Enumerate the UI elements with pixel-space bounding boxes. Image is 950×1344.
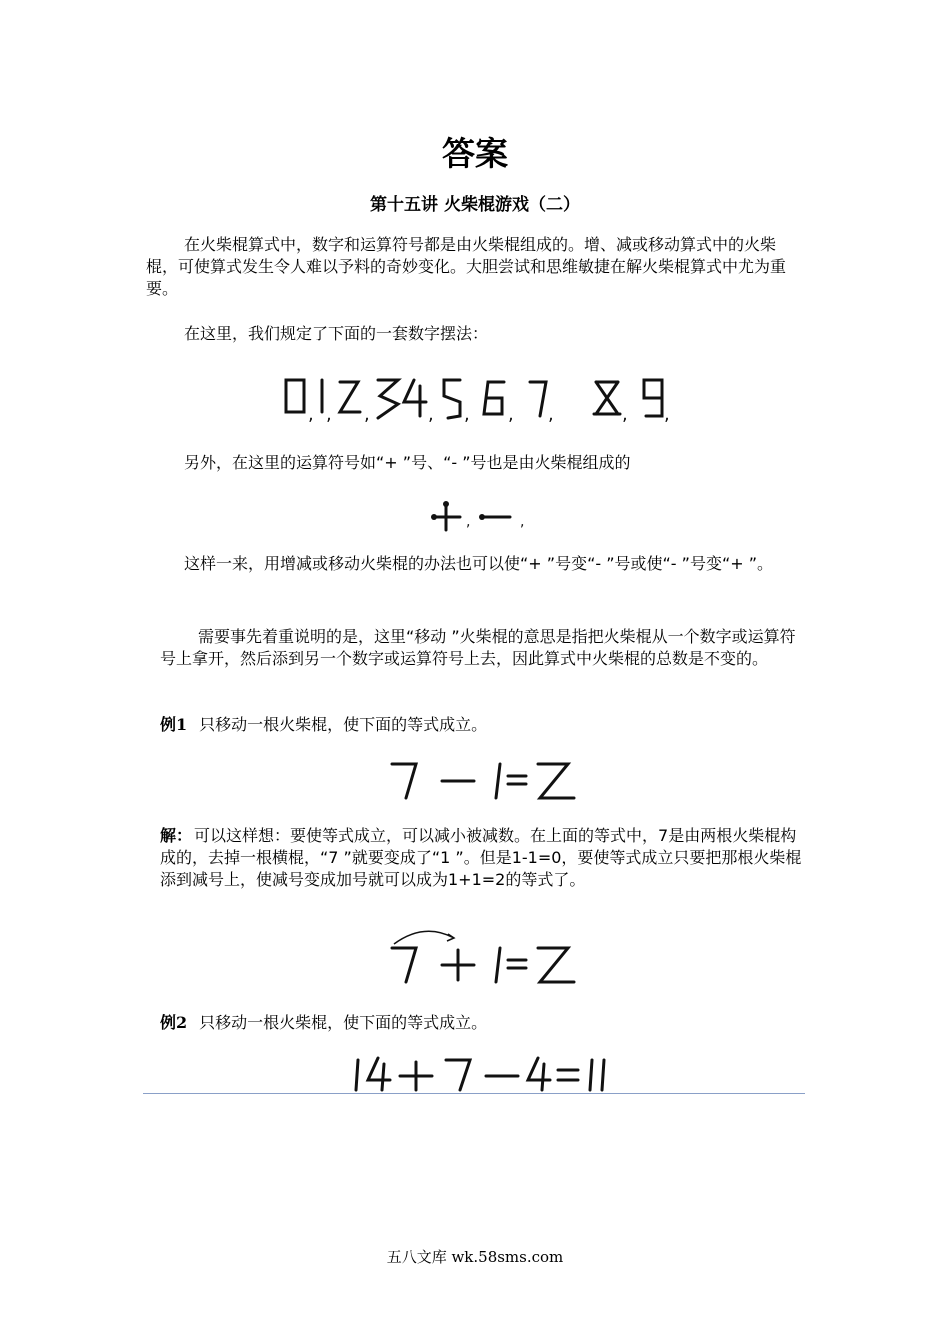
- minus-sign: [479, 514, 510, 520]
- comma: ,: [308, 404, 314, 425]
- comma: ,: [622, 404, 628, 425]
- digit-1: [496, 948, 500, 982]
- comma: ,: [548, 404, 554, 425]
- digits-intro-paragraph: 在这里，我们规定了下面的一套数字摆法：: [184, 324, 489, 343]
- digit-2: [340, 382, 360, 412]
- plus-sign: [442, 950, 474, 980]
- equals-sign: [508, 776, 526, 784]
- digit-5: [444, 380, 460, 418]
- example-2-text: 只移动一根火柴棍，使下面的等式成立。: [199, 1013, 488, 1032]
- comma: ,: [664, 404, 670, 425]
- footer-watermark: 五八文库 wk.58sms.com: [386, 1248, 564, 1266]
- digit-7: [392, 948, 416, 982]
- digit-1: [496, 764, 500, 798]
- digit-4: [404, 380, 426, 416]
- digit-2: [538, 764, 574, 798]
- digit-8: [594, 382, 620, 414]
- digit-6: [484, 382, 504, 414]
- comma: ,: [466, 514, 471, 530]
- equals-sign: [508, 960, 526, 968]
- plus-sign: [400, 1062, 432, 1090]
- comma: ,: [326, 404, 332, 425]
- example-1-text: 只移动一根火柴棍，使下面的等式成立。: [199, 715, 488, 734]
- solution-equation: [384, 928, 584, 988]
- solution: [160, 825, 810, 891]
- solution-text: 可以这样想：要使等式成立，可以减小被减数。在上面的等式中，7是由两根火柴棍构成的，去掉一根横棍，“7 ”就要变成了“1 ”。但是1-1=0，要使等式成立只要把那根火柴棍添到减号上，使减号变成加号就可以成为1+1=2的等式了。: [160, 826, 802, 889]
- digit-7: [446, 1060, 470, 1090]
- example-2-equation: [346, 1050, 616, 1096]
- comma: ,: [464, 404, 470, 425]
- digit-2: [538, 948, 574, 982]
- comma: ,: [428, 404, 434, 425]
- digit-4: [528, 1058, 550, 1090]
- comma: ,: [364, 404, 370, 425]
- move-arrow: [394, 931, 454, 944]
- operators-intro-paragraph: 另外，在这里的运算符号如“+ ”号、“- ”号也是由火柴棍组成的: [184, 453, 631, 472]
- example-2: [160, 1012, 487, 1034]
- lesson-subtitle: 第十五讲 火柴棍游戏（二）: [370, 195, 580, 215]
- comma: ,: [520, 514, 525, 530]
- equals-sign: [558, 1070, 578, 1080]
- digit-1: [356, 1060, 358, 1090]
- digit-4: [368, 1058, 390, 1090]
- example-1: [160, 714, 487, 736]
- digit-7: [530, 382, 546, 416]
- page-title: 答案: [442, 134, 508, 173]
- plus-sign: [431, 501, 460, 530]
- example-2-label: 例2: [160, 1013, 188, 1032]
- matchstick-operators-figure: [430, 500, 530, 534]
- digit-9: [644, 380, 662, 416]
- horizontal-divider: [143, 1093, 805, 1094]
- operators-change-paragraph: 这样一来，用增减或移动火柴棍的办法也可以使“+ ”号变“- ”号或使“- ”号变“+ ”。: [184, 554, 774, 573]
- intro-paragraph: 在火柴棍算式中，数字和运算符号都是由火柴棍组成的。增、减或移动算式中的火柴棍，可使算式发生令人难以予料的奇妙变化。大胆尝试和思维敏捷在解火柴棍算式中尤为重要。: [146, 235, 787, 298]
- matchstick-digits-figure: [280, 372, 680, 428]
- number-11: [590, 1060, 604, 1090]
- example-1-label: 例1: [160, 715, 188, 734]
- note-paragraph: 需要事先着重说明的是，这里“移动 ”火柴棍的意思是指把火柴棍从一个数字或运算符号上拿开，然后添到另一个数字或运算符号上去，因此算式中火柴棍的总数是不变的。: [160, 627, 796, 668]
- comma: ,: [508, 404, 514, 425]
- digit-0: [286, 380, 304, 412]
- example-1-equation: [384, 754, 584, 804]
- solution-label: 解：: [160, 826, 193, 845]
- digit-7: [392, 764, 416, 798]
- digit-3: [378, 380, 398, 418]
